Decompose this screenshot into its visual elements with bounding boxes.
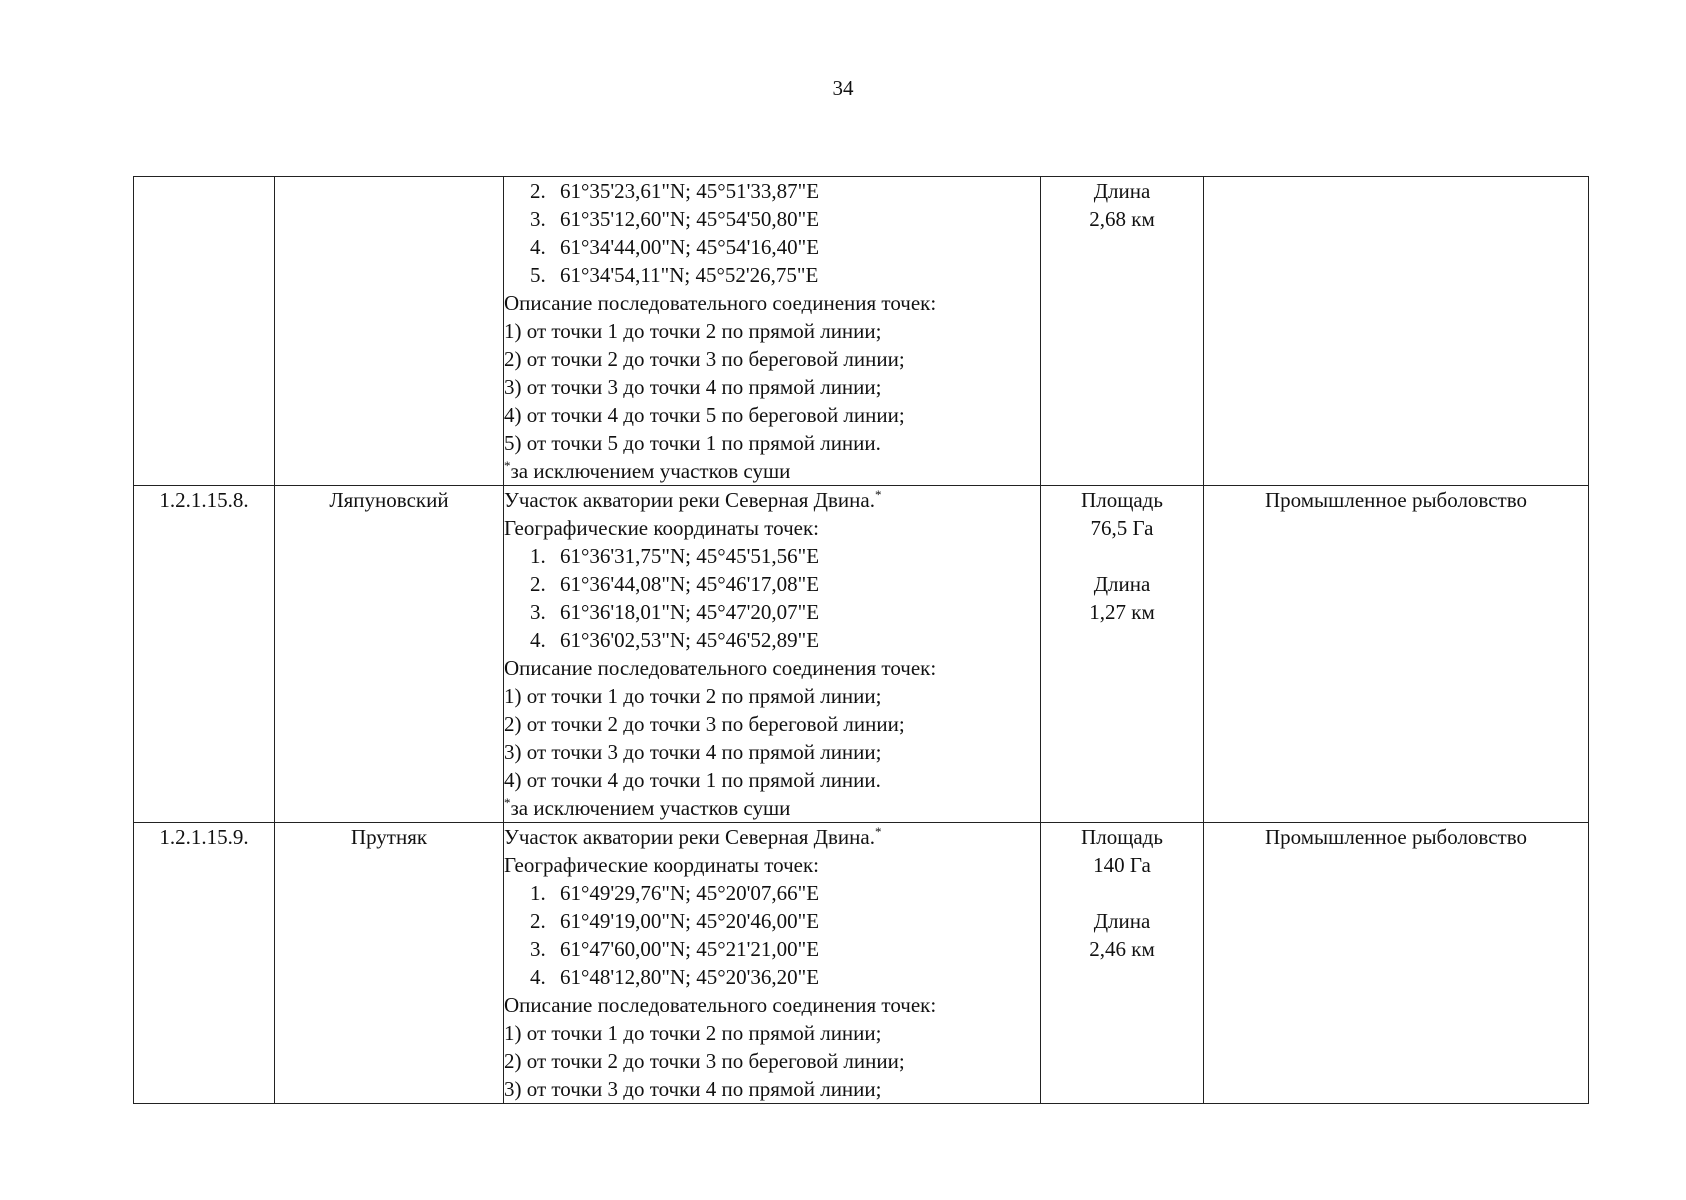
- row-description-cell: [504, 486, 1041, 823]
- point-coordinate: 2. 61°49'19,00"N; 45°20'46,00"E: [530, 909, 820, 933]
- row-name-cell: Прутняк: [275, 823, 504, 1104]
- fishing-areas-table: [133, 176, 1589, 1104]
- connection-line: 2) от точки 2 до точки 3 по береговой линии;: [504, 1049, 905, 1073]
- point-coordinate: 2. 61°36'44,08"N; 45°46'17,08"E: [530, 572, 820, 596]
- point-coordinate: 4. 61°36'02,53"N; 45°46'52,89"E: [530, 628, 820, 652]
- section-title: Участок акватории реки Северная Двина.*: [504, 487, 882, 512]
- coords-title: Географические координаты точек:: [504, 853, 819, 877]
- row-name-cell: Ляпуновский: [275, 486, 504, 823]
- row-use-cell: [1204, 177, 1589, 486]
- area-label: Площадь: [1081, 488, 1163, 512]
- row-name-cell: [275, 177, 504, 486]
- length-value: 2,46 км: [1089, 937, 1155, 961]
- row-description-cell: [504, 177, 1041, 486]
- row-description-cell: [504, 823, 1041, 1104]
- point-coordinate: 1. 61°49'29,76"N; 45°20'07,66"E: [530, 881, 820, 905]
- point-coordinate: 1. 61°36'31,75"N; 45°45'51,56"E: [530, 544, 820, 568]
- connection-line: 4) от точки 4 до точки 1 по прямой линии.: [504, 768, 881, 792]
- point-coordinate: 3. 61°35'12,60"N; 45°54'50,80"E: [530, 207, 820, 231]
- connection-title: Описание последовательного соединения точек:: [504, 993, 937, 1017]
- table-row: [134, 486, 1589, 823]
- point-coordinate: 4. 61°34'44,00"N; 45°54'16,40"E: [530, 235, 820, 259]
- connection-line: 2) от точки 2 до точки 3 по береговой линии;: [504, 712, 905, 736]
- length-value: 1,27 км: [1089, 600, 1155, 624]
- area-value: 140 Га: [1093, 853, 1151, 877]
- connection-line: 3) от точки 3 до точки 4 по прямой линии;: [504, 740, 882, 764]
- row-id-cell: 1.2.1.15.9.: [134, 823, 275, 1104]
- footnote: *за исключением участков суши: [504, 458, 791, 483]
- page-number: 34: [832, 76, 854, 100]
- connection-line: 4) от точки 4 до точки 5 по береговой линии;: [504, 403, 905, 427]
- connection-line: 3) от точки 3 до точки 4 по прямой линии;: [504, 375, 882, 399]
- point-coordinate: 5. 61°34'54,11"N; 45°52'26,75"E: [530, 263, 819, 287]
- row-measure-cell: [1041, 177, 1204, 486]
- row-id-cell: 1.2.1.15.8.: [134, 486, 275, 823]
- table-row: [134, 823, 1589, 1104]
- point-coordinate: 2. 61°35'23,61"N; 45°51'33,87"E: [530, 179, 820, 203]
- row-id-cell: [134, 177, 275, 486]
- area-value: 76,5 Га: [1090, 516, 1154, 540]
- connection-line: 1) от точки 1 до точки 2 по прямой линии;: [504, 319, 882, 343]
- row-use-cell: Промышленное рыболовство: [1204, 486, 1589, 823]
- point-coordinate: 3. 61°47'60,00"N; 45°21'21,00"E: [530, 937, 820, 961]
- area-label: Площадь: [1081, 825, 1163, 849]
- coords-title: Географические координаты точек:: [504, 516, 819, 540]
- connection-line: 2) от точки 2 до точки 3 по береговой линии;: [504, 347, 905, 371]
- point-coordinate: 3. 61°36'18,01"N; 45°47'20,07"E: [530, 600, 820, 624]
- section-title: Участок акватории реки Северная Двина.*: [504, 824, 882, 849]
- length-label: Длина: [1093, 909, 1151, 933]
- connection-line: 1) от точки 1 до точки 2 по прямой линии;: [504, 684, 882, 708]
- footnote: *за исключением участков суши: [504, 795, 791, 820]
- table-row: [134, 177, 1589, 486]
- connection-line: 5) от точки 5 до точки 1 по прямой линии.: [504, 431, 881, 455]
- connection-title: Описание последовательного соединения точек:: [504, 656, 937, 680]
- connection-title: Описание последовательного соединения точек:: [504, 291, 937, 315]
- length-label: Длина: [1093, 572, 1151, 596]
- length-value: 2,68 км: [1089, 207, 1155, 231]
- row-measure-cell: [1041, 486, 1204, 823]
- row-use-cell: Промышленное рыболовство: [1204, 823, 1589, 1104]
- row-measure-cell: [1041, 823, 1204, 1104]
- connection-line: 1) от точки 1 до точки 2 по прямой линии;: [504, 1021, 882, 1045]
- connection-line: 3) от точки 3 до точки 4 по прямой линии;: [504, 1077, 882, 1101]
- length-label: Длина: [1093, 179, 1151, 203]
- point-coordinate: 4. 61°48'12,80"N; 45°20'36,20"E: [530, 965, 820, 989]
